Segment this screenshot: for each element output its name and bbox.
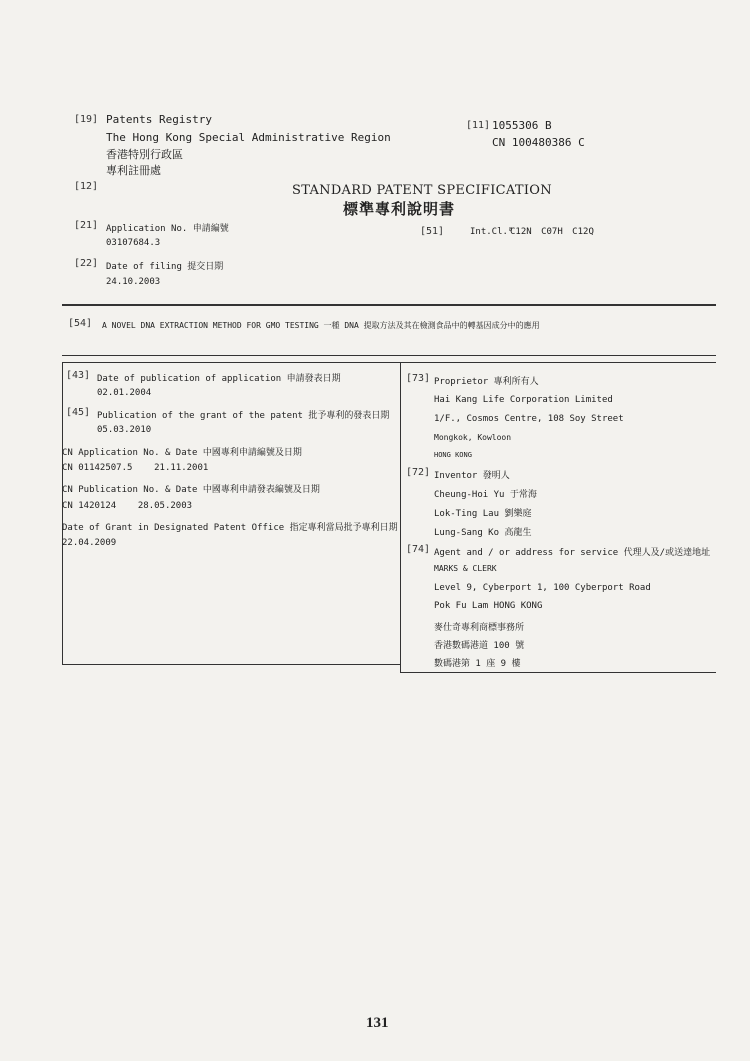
cn-app-label: CN Application No. & Date 中國專利申請編號及日期	[62, 448, 302, 458]
title-top-rule	[62, 304, 716, 306]
registry-name-zh: 專利註冊處	[106, 164, 161, 177]
spec-title-en: STANDARD PATENT SPECIFICATION	[292, 183, 552, 198]
cn-pub-value: CN 1420124 28.05.2003	[62, 501, 193, 511]
filing-date: 24.10.2003	[106, 277, 161, 287]
cn-app-value: CN 01142507.5 21.11.2001	[62, 463, 209, 473]
agent-line: 麥仕奇專利商標事務所	[434, 623, 525, 633]
inventor-name: Lok-Ting Lau 劉樂庭	[434, 509, 532, 519]
proprietor-line: Hai Kang Life Corporation Limited	[434, 395, 613, 405]
code-51: [51]	[420, 226, 445, 237]
application-number: 03107684.3	[106, 238, 161, 248]
code-43: [43]	[66, 370, 91, 381]
code-19: [19]	[74, 114, 99, 125]
cn-pub-label: CN Publication No. & Date 中國專利申請發表編號及日期	[62, 485, 320, 495]
grant-label: Date of Grant in Designated Patent Office 指定專利當局批予專利日期	[62, 523, 398, 533]
patent-number: 1055306 B	[492, 119, 552, 132]
agent-label: Agent and / or address for service 代理人及/或送達地址	[434, 548, 711, 558]
code-22: [22]	[74, 258, 99, 269]
pub-app-date: 02.01.2004	[97, 388, 152, 398]
title-bottom-rule	[62, 355, 716, 356]
code-72: [72]	[406, 467, 431, 478]
box-top-border	[62, 362, 716, 363]
box-left-bottom-border	[62, 664, 400, 665]
proprietor-label: Proprietor 專利所有人	[434, 377, 539, 387]
proprietor-line: HONG KONG	[434, 451, 472, 459]
agent-line: MARKS & CLERK	[434, 564, 497, 573]
agent-line: 數碼港第 1 座 9 樓	[434, 659, 521, 669]
proprietor-line: 1/F., Cosmos Centre, 108 Soy Street	[434, 414, 624, 424]
inventor-name: Cheung-Hoi Yu 于常海	[434, 490, 537, 500]
code-45: [45]	[66, 407, 91, 418]
code-54: [54]	[68, 318, 93, 329]
pub-grant-label: Publication of the grant of the patent 批予專利的發表日期	[97, 411, 390, 421]
agent-line: Pok Fu Lam HONG KONG	[434, 601, 543, 611]
registry-region-en: The Hong Kong Special Administrative Region	[106, 131, 391, 144]
inventor-label: Inventor 發明人	[434, 471, 510, 481]
agent-line: Level 9, Cyberport 1, 100 Cyberport Road	[434, 583, 651, 593]
filing-label: Date of filing 提交日期	[106, 262, 224, 272]
application-label: Application No. 申請編號	[106, 224, 229, 234]
pub-app-label: Date of publication of application 申請發表日期	[97, 374, 341, 384]
code-21: [21]	[74, 220, 99, 231]
registry-name-en: Patents Registry	[106, 113, 212, 126]
page-number: 131	[366, 1015, 389, 1031]
box-left-border	[62, 362, 63, 664]
box-right-bottom-border	[400, 672, 716, 673]
spec-title-zh: 標準專利說明書	[343, 200, 456, 218]
registry-region-zh: 香港特別行政區	[106, 148, 183, 161]
code-12: [12]	[74, 181, 99, 192]
pub-grant-date: 05.03.2010	[97, 425, 152, 435]
grant-date: 22.04.2009	[62, 538, 117, 548]
cn-patent-number: CN 100480386 C	[492, 136, 585, 149]
inventor-name: Lung-Sang Ko 高龍生	[434, 528, 532, 538]
column-divider	[400, 362, 401, 672]
intcl-values: C12N C07H C12Q	[510, 227, 594, 237]
invention-title: A NOVEL DNA EXTRACTION METHOD FOR GMO TESTING 一種 DNA 提取方法及其在檢測食品中的轉基因成分中的應用	[102, 321, 540, 330]
agent-line: 香港數碼港道 100 號	[434, 641, 525, 651]
code-73: [73]	[406, 373, 431, 384]
proprietor-line: Mongkok, Kowloon	[434, 433, 512, 442]
intcl-label: Int.Cl.⁸	[470, 227, 514, 237]
code-74: [74]	[406, 544, 431, 555]
code-11: [11]	[466, 120, 491, 131]
